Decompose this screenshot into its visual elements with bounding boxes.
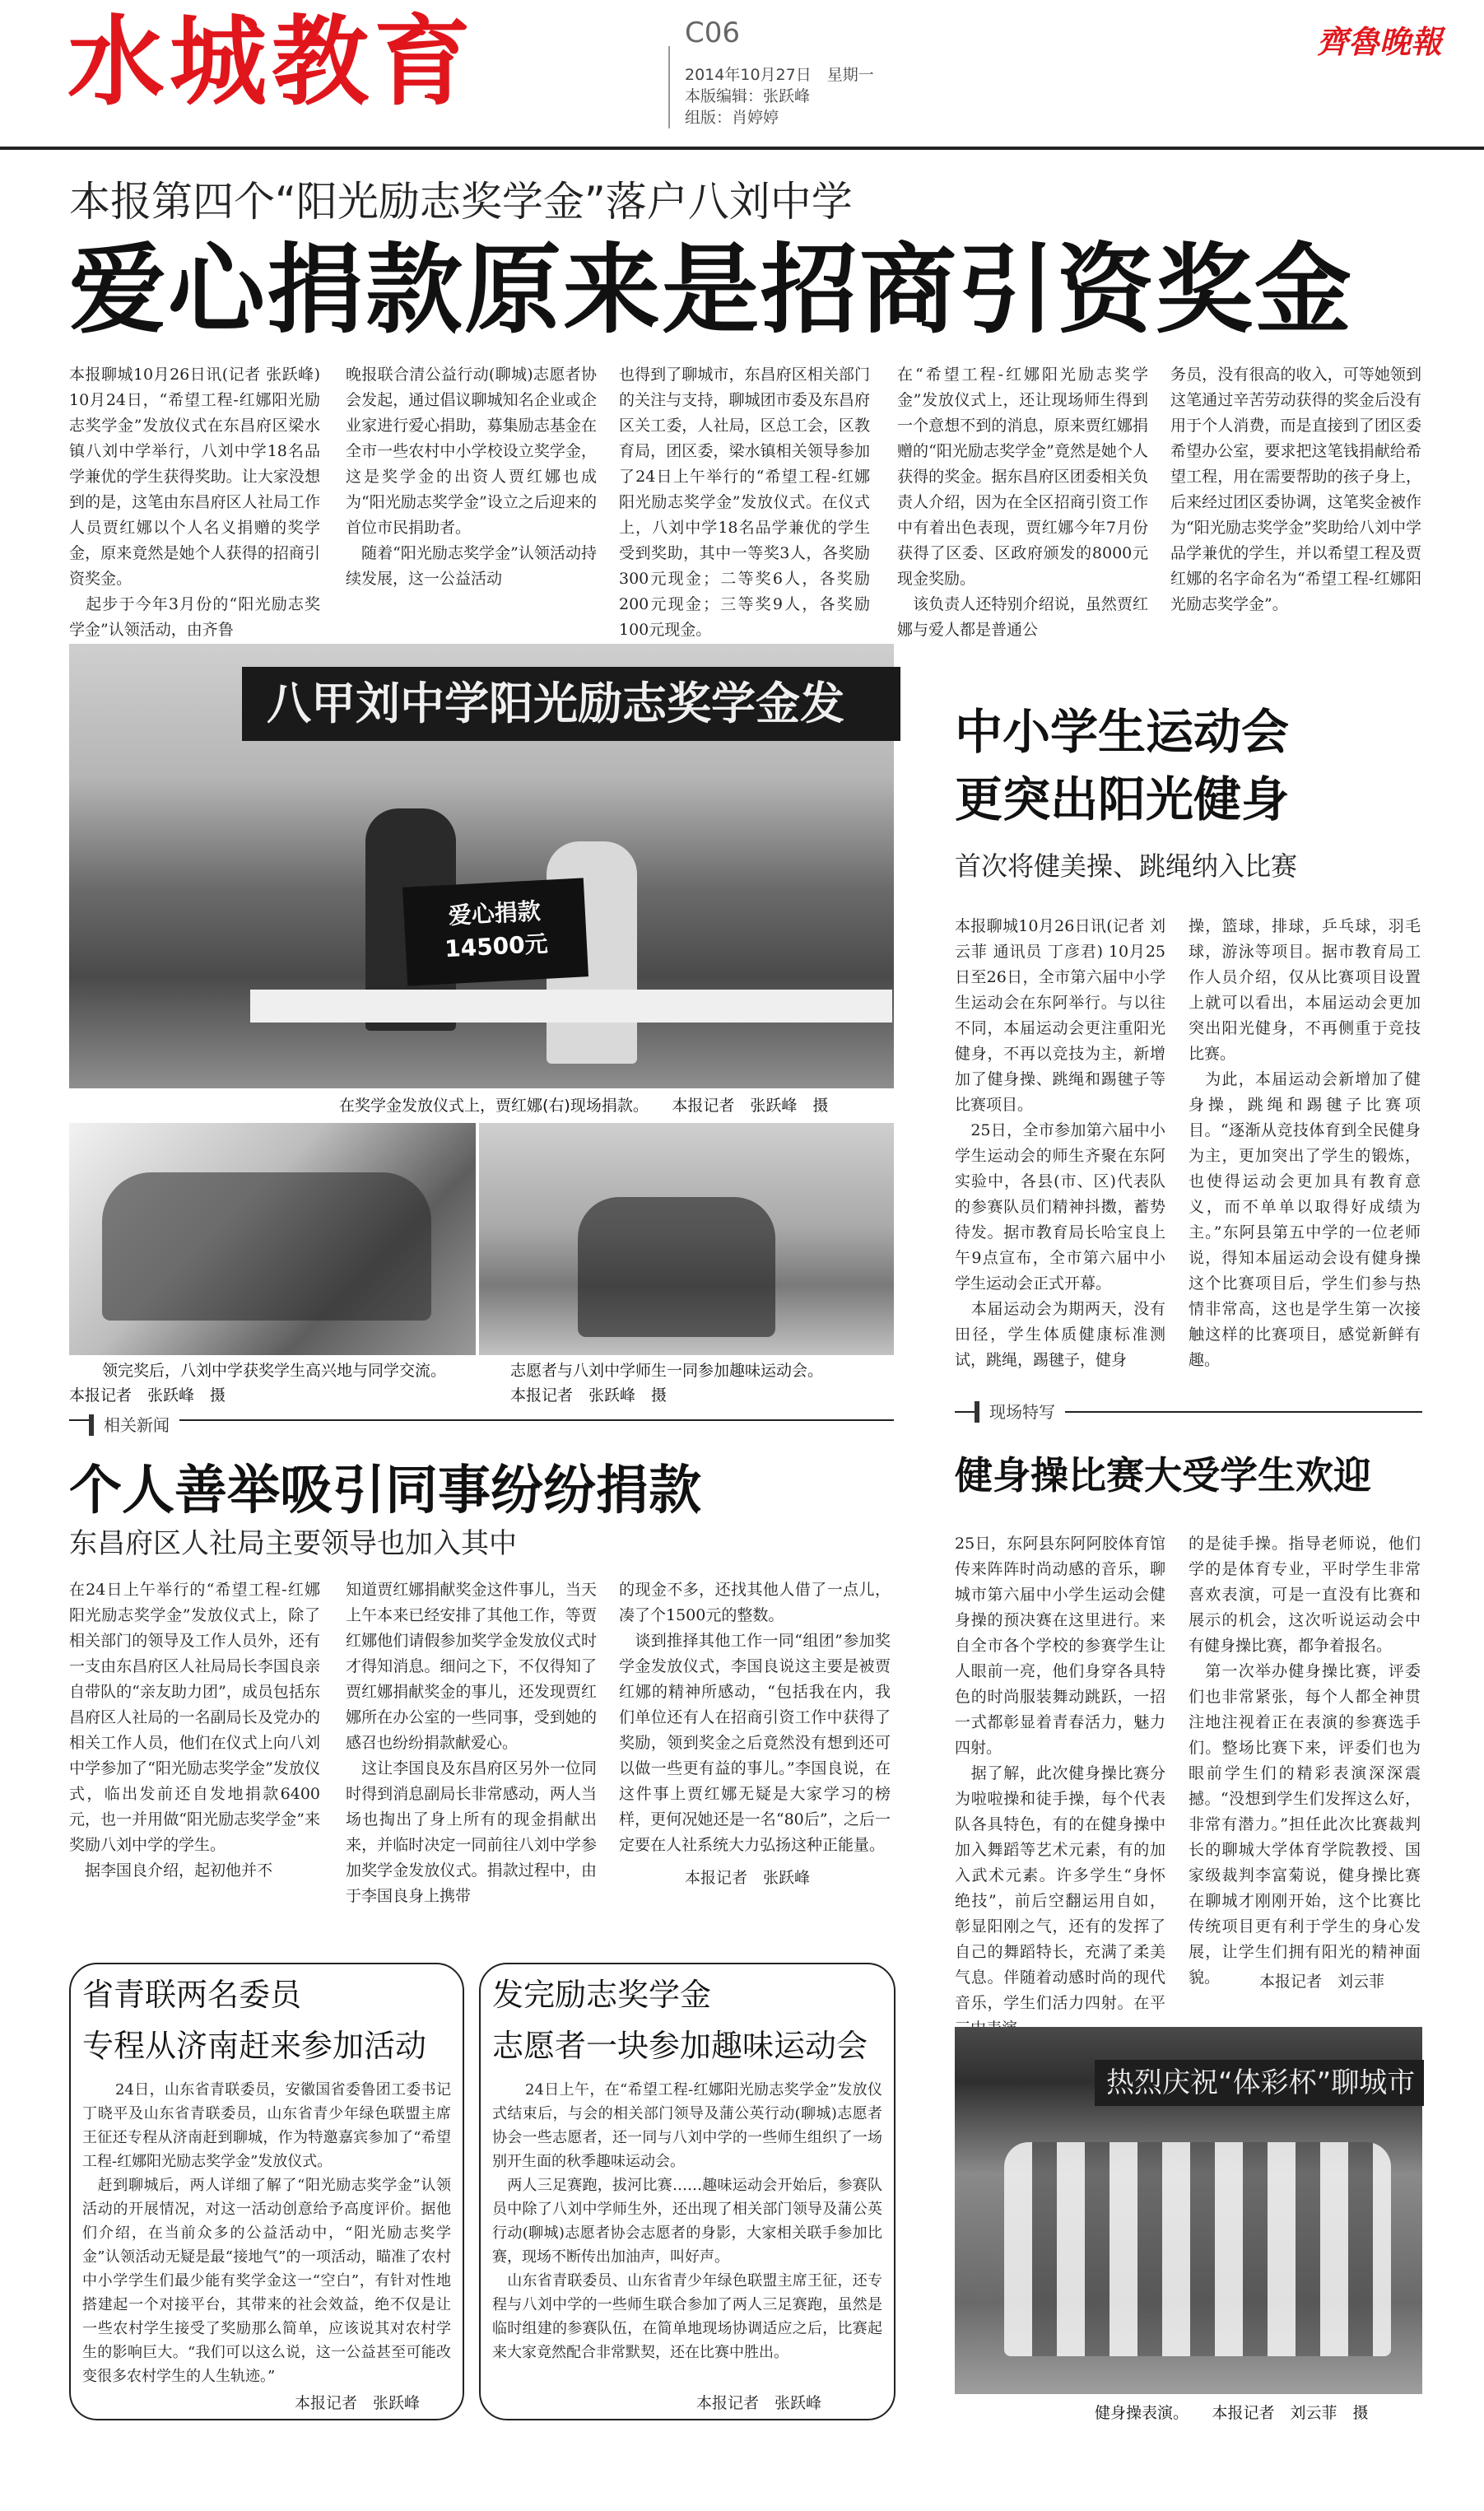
page-editor: 本版编辑：张跃峰 [685,87,811,105]
related-column-3: 的现金不多，还找其他人借了一点儿，凑了个1500元的整数。 谈到推择其他工作一同“组团”参加奖学金发放仪式，李国良说这主要是被贾红娜的精神所感动，“包括我在内，我们单位还有人在招商引资工作中获得了奖励，领到奖金之后竟然没有想到还可以做一些更有益的事儿。”李国良说，在这件事上贾红娜无疑是大家学习的榜样，更何况她还是一名“80后”，之后一定要在人社系统大力弘扬这种正能量。 [619,1581,891,1854]
sports-subhead: 首次将健美操、跳绳纳入比赛 [955,850,1298,882]
newspaper-logo: 齊魯晚報 [1317,23,1443,60]
lead-column-2: 晚报联合清公益行动(聊城)志愿者协会发起，通过倡议聊城知名企业或企业家进行爱心捐助，募集励志基金在全市一些农村中小学校设立奖学金，这是奖学金的出资人贾红娜也成为“阳光励志奖学金”设立之后迎来的首位市民捐助者。 随着“阳光励志奖学金”认领活动持续发展，这一公益活动 [346,366,597,588]
page-number: C06 [685,16,741,49]
games-photo [479,1123,894,1355]
lead-column-1: 本报聊城10月26日讯(记者 张跃峰) 10月24日，“希望工程-红娜阳光励志奖学金”发放仪式在东昌府区梁水镇八刘中学举行，八刘中学18名品学兼优的学生获得奖助。让大家没想到的是，这笔由东昌府区人社局工作人员贾红娜以个人名义捐赠的奖学金，原来竟然是她个人获得的招商引资奖金。 起步于今年3月份的“阳光励志奖学金”认领活动，由齐鲁 [69,366,320,639]
box2-byline: 本报记者 张跃峰 [696,2394,822,2412]
ceremony-photo [69,644,894,1088]
sports-headline-line1: 中小学生运动会 [955,704,1290,760]
box2-headline-line1: 发完励志奖学金 [492,1977,712,2013]
box1-byline: 本报记者 张跃峰 [295,2394,421,2412]
box1-text: 24日，山东省青联委员，安徽国省委鲁团工委书记丁晓平及山东省青联委员，山东省青少年绿色联盟主席王征还专程从济南赶到聊城，作为特邀嘉宾参加了“希望工程-红娜阳光励志奖学金”发放仪式。 赶到聊城后，两人详细了解了“阳光励志奖学金”认领活动的开展情况，对这一活动创意给予高度评价。据他们介绍，在当前众多的公益活动中，“阳光励志奖学金”认领活动无疑是最“接地气”的一项活动，瞄准了农村中小学学生们最少能有奖学金这一“空白”，有针对性地搭建起一个对接平台，其带来的社会效益，绝不仅是让一些农村学生接受了奖励那么简单，应该说其对农村学生的影响巨大。“我们可以这么说，这一公益甚至可能改变很多农村学生的人生轨迹。” [82,2081,451,2385]
related-rule [69,1419,894,1421]
gym-dancers [1004,2142,1391,2356]
students-photo-caption: 领完奖后，八刘中学获奖学生高兴地与同学交流。 本报记者 张跃峰 摄 [69,1362,470,1405]
lead-column-5: 务员，没有很高的收入，可等她领到这笔通过辛苦劳动获得的奖金后没有用于个人消费，而是直接到了团区委希望办公室，要求把这笔钱捐献给希望工程，用在需要帮助的孩子身上，后来经过团区委协调，这笔奖金被作为“阳光励志奖学金”奖助给八刘中学品学兼优的学生，并以希望工程及贾红娜的名字命名为“希望工程-红娜阳光励志奖学金”。 [1170,366,1421,613]
students-group [102,1172,431,1321]
box2-text: 24日上午，在“希望工程-红娜阳光励志奖学金”发放仪式结束后，与会的相关部门领导及蒲公英行动(聊城)志愿者协会一些志愿者，还一同与八刘中学的一些师生组织了一场别开生面的秋季趣味运动会。 两人三足赛跑，拔河比赛……趣味运动会开始后，参赛队员中除了八刘中学师生外，还出现了相关部门领导及蒲公英行动(聊城)志愿者协会志愿者的身影，大家相关联手参加比赛，现场不断传出加油声，叫好声。 山东省青联委员、山东省青少年绿色联盟主席王征，还专程与八刘中学的一些师生联合参加了两人三足赛跑，虽然是临时组建的参赛队伍，在简单地现场协调适应之后，比赛起来大家竟然配合非常默契，还在比赛中胜出。 [492,2081,882,2361]
gym-photo-banner: 热烈庆祝“体彩杯”聊城市 [1095,2060,1424,2106]
games-runners [578,1197,775,1337]
students-photo [69,1123,476,1355]
layout-editor: 组版：肖婷婷 [685,109,779,127]
audience-table [250,990,892,1023]
masthead-divider [668,46,670,128]
ceremony-photo-caption: 在奖学金发放仪式上，贾红娜(右)现场捐款。 本报记者 张跃峰 摄 [339,1097,829,1115]
lead-column-3: 也得到了聊城市，东昌府区相关部门的关注与支持，聊城团市委及东昌府区关工委，人社局，区总工会，区教育局，团区委，梁水镇相关领导参加了24日上午举行的“希望工程-红娜阳光励志奖学金”发放仪式。在仪式上，八刘中学18名品学兼优的学生受到奖助，其中一等奖3人，各奖励300元现金；二等奖6人，各奖励200元现金；三等奖9人，各奖励100元现金。 [619,366,870,639]
gym-tag: 现场特写 [975,1401,1065,1423]
box1-headline-line1: 省青联两名委员 [82,1977,302,2013]
related-headline: 个人善举吸引同事纷纷捐款 [69,1460,701,1521]
gym-photo-caption: 健身操表演。 本报记者 刘云菲 摄 [1095,2404,1369,2422]
related-byline: 本报记者 张跃峰 [685,1869,811,1887]
gym-byline: 本报记者 刘云菲 [1259,1973,1385,1991]
box1-headline-line2: 专程从济南赶来参加活动 [82,2028,427,2064]
box2-headline-line2: 志愿者一块参加趣味运动会 [492,2028,868,2064]
donation-board: 爱心捐款 14500元 [402,878,588,985]
related-column-2: 知道贾红娜捐献奖金这件事儿，当天上午本来已经安排了其他工作，等贾红娜他们请假参加奖学金发放仪式时才得知消息。细问之下，不仅得知了贾红娜捐献奖金的事儿，还发现贾红娜所在办公室的一些同事，受到她的感召也纷纷捐款献爱心。 这让李国良及东昌府区另外一位同时得到消息副局长非常感动，两人当场也掏出了身上所有的现金捐献出来，并临时决定一同前往八刘中学参加奖学金发放仪式。捐款过程中，由于李国良身上携带 [346,1581,597,1905]
gym-photo [955,2027,1422,2394]
sports-headline-line2: 更突出阳光健身 [955,771,1290,827]
lead-column-4: 在“希望工程-红娜阳光励志奖学金”发放仪式上，还让现场师生得到一个意想不到的消息，原来贾红娜捐赠的“阳光励志奖学金”竟然是她个人获得的奖金。据东昌府区团委相关负责人介绍，因为在全区招商引资工作中有着出色表现，贾红娜今年7月份获得了区委、区政府颁发的8000元现金奖励。 该负责人还特别介绍说，虽然贾红娜与爱人都是普通公 [897,366,1148,639]
lead-kicker: 本报第四个“阳光励志奖学金”落户八刘中学 [69,178,853,226]
photo-banner: 八甲刘中学阳光励志奖学金发 [242,667,900,741]
gym-column-1: 25日，东阿县东阿阿胶体育馆传来阵阵时尚动感的音乐，聊城市第六届中小学生运动会健身操的预决赛在这里进行。来自全市各个学校的参赛学生让人眼前一亮，他们身穿各具特色的时尚服装舞动跳跃，一招一式都彰显着青春活力，魅力四射。 据了解，此次健身操比赛分为啦啦操和徒手操，每个代表队各具特色，有的在健身操中加入舞蹈等艺术元素，有的加入武术元素。许多学生“身怀绝技”，前后空翻运用自如，彰显阳刚之气，还有的发挥了自己的舞蹈特长，充满了柔美气息。伴随着动感时尚的现代音乐，学生们活力四射。在平 [955,1535,1165,2012]
sports-column-1: 本报聊城10月26日讯(记者 刘云菲 通讯员 丁彦君) 10月25日至26日，全市第六届中小学生运动会在东阿举行。与以往不同，本届运动会更注重阳光健身，不再以竞技为主，新增加了健身操、跳绳和踢毽子等比赛项目。 25日，全市参加第六届中小学生运动会的师生齐聚在东阿实验中，各县(市、区)代表队的参赛队员们精神抖擞，蓄势待发。据市教育局长哈宝良上午9点宣布，全市第六届中小学生运动会正式开幕。 本届运动会为期两天，没有田径，学生体质健康标准测试，跳绳，踢毽子，健身 [955,917,1165,1369]
lead-headline: 爱心捐款原来是招商引资奖金 [69,233,1354,347]
issue-date: 2014年10月27日 星期一 [685,66,874,84]
gym-headline: 健身操比赛大受学生欢迎 [955,1453,1371,1498]
related-subhead: 东昌府区人社局主要领导也加入其中 [69,1527,517,1560]
sports-column-2: 操，篮球，排球，乒乓球，羽毛球，游泳等项目。据市教育局工作人员介绍，仅从比赛项目设置上就可以看出，本届运动会更加突出阳光健身，不再侧重于竞技比赛。 为此，本届运动会新增加了健身操，跳绳和踢毽子比赛项目。“逐渐从竞技体育到全民健身为主，更加突出了学生的锻炼，也使得运动会更加具有教育意义，而不单单以取得好成绩为主。”东阿县第五中学的一位老师说，得知本届运动会设有健身操这个比赛项目后，学生们参与热情非常高，这也是学生第一次接触这样的比赛项目，感觉新鲜有趣。 [1189,917,1421,1369]
related-tag: 相关新闻 [89,1414,179,1436]
masthead [0,0,1484,140]
section-title: 水城教育 [67,5,477,119]
gym-column-2: 的是徒手操。指导老师说，他们学的是体育专业，平时学生非常喜欢表演，可是一直没有比赛和展示的机会，这次听说运动会中有健身操比赛，都争着报名。 第一次举办健身操比赛，评委们也非常紧张，每个人都全神贯注地注视着正在表演的参赛选手们。整场比赛下来，评委们也为眼前学生们的精彩表演深深震撼。“没想到学生们发挥这么好，非常有潜力。”担任此次比赛裁判长的聊城大学体育学院教授、国家级裁判李富菊说，健身操比赛在聊城才刚刚开始，这个比赛比传统项目更有利于学生的身心发展，让学生们拥有阳光的精神面貌。 [1189,1535,1421,1987]
masthead-rule [0,147,1484,150]
games-photo-caption: 志愿者与八刘中学师生一同参加趣味运动会。 本报记者 张跃峰 摄 [510,1362,824,1405]
related-column-1: 在24日上午举行的“希望工程-红娜阳光励志奖学金”发放仪式上，除了相关部门的领导及工作人员外，还有一支由东昌府区人社局局长李国良亲自带队的“亲友助力团”，成员包括东昌府区人社局的一名副局长及党办的相关工作人员，他们在仪式上向八刘中学参加了“阳光励志奖学金”发放仪式，临出发前还自发地捐款6400元，也一并用做“阳光励志奖学金”来奖励八刘中学的学生。 据李国良介绍，起初他并不 [69,1581,320,1880]
